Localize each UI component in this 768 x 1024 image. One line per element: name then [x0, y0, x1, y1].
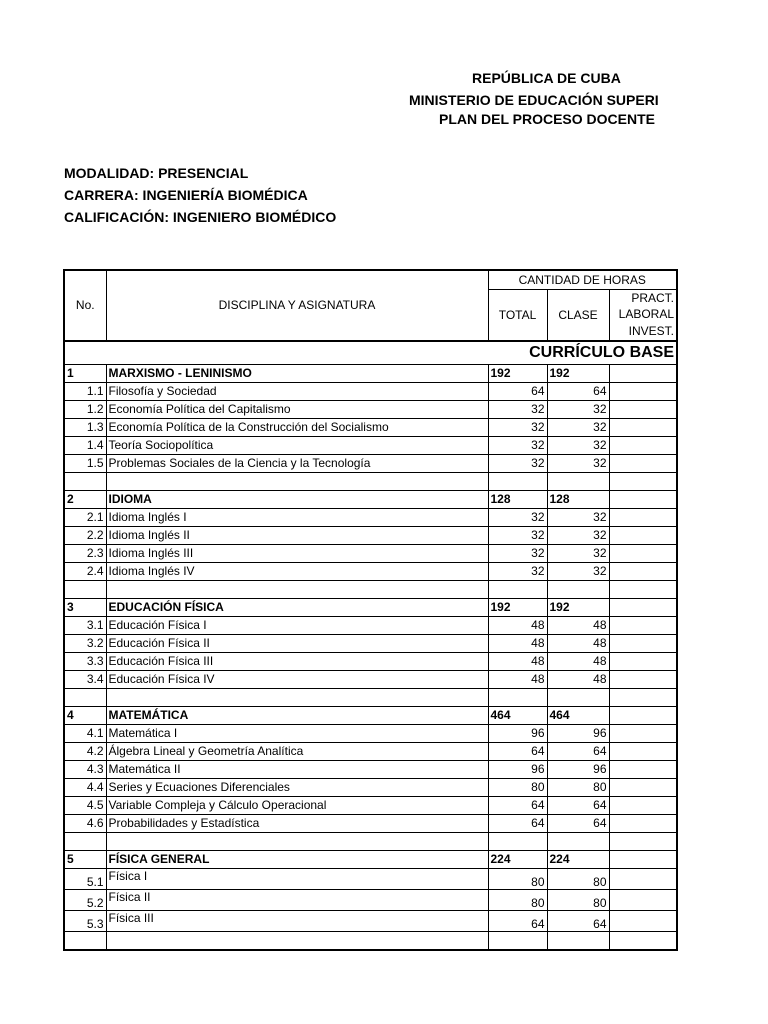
subject-class-hours: 48: [547, 617, 609, 635]
subject-number: 1.5: [64, 455, 106, 473]
discipline-pract-hours: [609, 365, 677, 383]
subject-row: [64, 563, 677, 581]
subject-pract-hours: [609, 635, 677, 653]
subject-number: 1.4: [64, 437, 106, 455]
subject-pract-hours: [609, 743, 677, 761]
discipline-row: [64, 491, 677, 509]
subject-class-hours: 48: [547, 653, 609, 671]
subject-pract-hours: [609, 545, 677, 563]
subject-class-hours: 96: [547, 725, 609, 743]
spacer-cell: [64, 833, 106, 851]
subject-pract-hours: [609, 455, 677, 473]
subject-row: [64, 509, 677, 527]
spacer-row: [64, 833, 677, 851]
subject-class-hours: 32: [547, 509, 609, 527]
subject-number: 3.1: [64, 617, 106, 635]
discipline-total-hours: 128: [488, 491, 547, 509]
subject-number: 4.2: [64, 743, 106, 761]
subject-class-hours: 80: [547, 779, 609, 797]
subject-total-hours: 32: [488, 437, 547, 455]
subject-number: 5.2: [64, 890, 106, 911]
subject-pract-hours: [609, 527, 677, 545]
subject-pract-hours: [609, 725, 677, 743]
spacer-cell: [488, 932, 547, 951]
discipline-class-hours: 192: [547, 365, 609, 383]
subject-total-hours: 80: [488, 869, 547, 890]
spacer-cell: [609, 581, 677, 599]
subject-class-hours: 64: [547, 911, 609, 932]
subject-row: [64, 383, 677, 401]
subject-pract-hours: [609, 563, 677, 581]
discipline-name: MARXISMO - LENINISMO: [106, 365, 488, 383]
subject-name: Problemas Sociales de la Ciencia y la Tecnología: [106, 455, 488, 473]
header-republica: REPÚBLICA DE CUBA: [472, 70, 621, 86]
subject-pract-hours: [609, 890, 677, 911]
subject-name: Educación Física IV: [106, 671, 488, 689]
subject-total-hours: 32: [488, 563, 547, 581]
subject-row: [64, 779, 677, 797]
subject-total-hours: 96: [488, 725, 547, 743]
discipline-total-hours: 192: [488, 365, 547, 383]
spacer-cell: [488, 473, 547, 491]
subject-pract-hours: [609, 653, 677, 671]
subject-number: 5.3: [64, 911, 106, 932]
subject-name: Educación Física III: [106, 653, 488, 671]
subject-name: Física I: [106, 869, 488, 890]
discipline-class-hours: 128: [547, 491, 609, 509]
header-plan: PLAN DEL PROCESO DOCENTE: [439, 111, 655, 127]
subject-row: [64, 545, 677, 563]
subject-class-hours: 32: [547, 527, 609, 545]
header-ministerio: MINISTERIO DE EDUCACIÓN SUPERI: [409, 92, 659, 108]
discipline-row: [64, 599, 677, 617]
discipline-total-hours: 224: [488, 851, 547, 869]
discipline-name: MATEMÁTICA: [106, 707, 488, 725]
spacer-cell: [64, 932, 106, 951]
table-header-row-1: [64, 270, 677, 290]
discipline-number: 2: [64, 491, 106, 509]
subject-name: Educación Física II: [106, 635, 488, 653]
discipline-total-hours: 192: [488, 599, 547, 617]
subject-total-hours: 32: [488, 509, 547, 527]
calificacion-label: CALIFICACIÓN: INGENIERO BIOMÉDICO: [64, 209, 337, 225]
subject-row: [64, 797, 677, 815]
discipline-name: EDUCACIÓN FÍSICA: [106, 599, 488, 617]
spacer-cell: [547, 932, 609, 951]
modalidad-label: MODALIDAD: PRESENCIAL: [64, 165, 249, 181]
subject-class-hours: 48: [547, 671, 609, 689]
subject-total-hours: 32: [488, 545, 547, 563]
subject-name: Variable Compleja y Cálculo Operacional: [106, 797, 488, 815]
discipline-number: 5: [64, 851, 106, 869]
spacer-cell: [64, 689, 106, 707]
subject-total-hours: 48: [488, 671, 547, 689]
spacer-cell: [106, 581, 488, 599]
subject-class-hours: 96: [547, 761, 609, 779]
subject-number: 4.5: [64, 797, 106, 815]
subject-class-hours: 32: [547, 455, 609, 473]
subject-name: Física III: [106, 911, 488, 932]
carrera-label: CARRERA: INGENIERÍA BIOMÉDICA: [64, 187, 308, 203]
subject-number: 5.1: [64, 869, 106, 890]
subject-total-hours: 64: [488, 383, 547, 401]
spacer-row: [64, 581, 677, 599]
spacer-cell: [488, 833, 547, 851]
subject-total-hours: 48: [488, 617, 547, 635]
subject-number: 4.6: [64, 815, 106, 833]
subject-name: Idioma Inglés IV: [106, 563, 488, 581]
subject-class-hours: 32: [547, 563, 609, 581]
subject-total-hours: 32: [488, 455, 547, 473]
subject-number: 3.4: [64, 671, 106, 689]
subject-name: Física II: [106, 890, 488, 911]
spacer-cell: [609, 932, 677, 951]
subject-row: [64, 401, 677, 419]
column-header-hours-group: CANTIDAD DE HORAS: [488, 270, 677, 290]
subject-pract-hours: [609, 617, 677, 635]
subject-class-hours: 32: [547, 419, 609, 437]
subject-class-hours: 48: [547, 635, 609, 653]
subject-pract-hours: [609, 383, 677, 401]
spacer-cell: [609, 689, 677, 707]
spacer-row: [64, 932, 677, 951]
subject-total-hours: 32: [488, 527, 547, 545]
subject-total-hours: 32: [488, 401, 547, 419]
subject-row: [64, 761, 677, 779]
spacer-cell: [547, 689, 609, 707]
spacer-cell: [547, 473, 609, 491]
discipline-name: IDIOMA: [106, 491, 488, 509]
subject-row: [64, 671, 677, 689]
subject-row: [64, 743, 677, 761]
subject-row: [64, 725, 677, 743]
subject-total-hours: 64: [488, 743, 547, 761]
subject-class-hours: 32: [547, 545, 609, 563]
subject-pract-hours: [609, 671, 677, 689]
column-header-total: TOTAL: [488, 290, 547, 342]
section-title: CURRÍCULO BASE: [64, 341, 677, 365]
subject-total-hours: 48: [488, 653, 547, 671]
spacer-row: [64, 473, 677, 491]
spacer-cell: [106, 473, 488, 491]
subject-name: Probabilidades y Estadística: [106, 815, 488, 833]
spacer-cell: [609, 473, 677, 491]
column-header-no: No.: [64, 270, 106, 341]
subject-pract-hours: [609, 911, 677, 932]
discipline-class-hours: 464: [547, 707, 609, 725]
column-header-laboral: LABORAL: [609, 306, 677, 323]
discipline-pract-hours: [609, 851, 677, 869]
subject-class-hours: 64: [547, 797, 609, 815]
subject-number: 2.3: [64, 545, 106, 563]
discipline-total-hours: 464: [488, 707, 547, 725]
subject-pract-hours: [609, 869, 677, 890]
subject-class-hours: 32: [547, 401, 609, 419]
subject-row: [64, 455, 677, 473]
subject-name: Idioma Inglés II: [106, 527, 488, 545]
subject-number: 1.1: [64, 383, 106, 401]
spacer-cell: [106, 833, 488, 851]
subject-total-hours: 80: [488, 779, 547, 797]
subject-row: [64, 419, 677, 437]
discipline-name: FÍSICA GENERAL: [106, 851, 488, 869]
subject-name: Idioma Inglés III: [106, 545, 488, 563]
subject-total-hours: 32: [488, 419, 547, 437]
column-header-clase: CLASE: [547, 290, 609, 342]
subject-name: Filosofía y Sociedad: [106, 383, 488, 401]
column-header-invest: INVEST.: [609, 323, 677, 341]
subject-pract-hours: [609, 419, 677, 437]
subject-number: 2.4: [64, 563, 106, 581]
discipline-class-hours: 224: [547, 851, 609, 869]
subject-number: 4.1: [64, 725, 106, 743]
spacer-cell: [609, 833, 677, 851]
spacer-cell: [547, 833, 609, 851]
subject-name: Matemática I: [106, 725, 488, 743]
discipline-class-hours: 192: [547, 599, 609, 617]
subject-number: 2.1: [64, 509, 106, 527]
spacer-cell: [106, 932, 488, 951]
discipline-pract-hours: [609, 491, 677, 509]
subject-number: 1.2: [64, 401, 106, 419]
subject-total-hours: 96: [488, 761, 547, 779]
subject-name: Series y Ecuaciones Diferenciales: [106, 779, 488, 797]
subject-name: Idioma Inglés I: [106, 509, 488, 527]
subject-class-hours: 64: [547, 743, 609, 761]
column-header-discipline: DISCIPLINA Y ASIGNATURA: [106, 270, 488, 341]
subject-pract-hours: [609, 761, 677, 779]
discipline-pract-hours: [609, 707, 677, 725]
subject-class-hours: 32: [547, 437, 609, 455]
subject-pract-hours: [609, 437, 677, 455]
discipline-number: 4: [64, 707, 106, 725]
subject-number: 1.3: [64, 419, 106, 437]
subject-row: [64, 617, 677, 635]
subject-pract-hours: [609, 797, 677, 815]
spacer-cell: [488, 581, 547, 599]
discipline-row: [64, 365, 677, 383]
subject-row: [64, 869, 677, 890]
subject-row: [64, 437, 677, 455]
subject-pract-hours: [609, 509, 677, 527]
subject-name: Matemática II: [106, 761, 488, 779]
subject-total-hours: 64: [488, 797, 547, 815]
spacer-row: [64, 689, 677, 707]
subject-number: 2.2: [64, 527, 106, 545]
subject-row: [64, 653, 677, 671]
subject-number: 3.3: [64, 653, 106, 671]
subject-total-hours: 64: [488, 911, 547, 932]
subject-number: 4.4: [64, 779, 106, 797]
subject-row: [64, 527, 677, 545]
spacer-cell: [547, 581, 609, 599]
subject-row: [64, 911, 677, 932]
curriculum-table: [63, 269, 678, 951]
discipline-number: 1: [64, 365, 106, 383]
subject-name: Economía Política del Capitalismo: [106, 401, 488, 419]
discipline-row: [64, 851, 677, 869]
subject-row: [64, 815, 677, 833]
subject-row: [64, 635, 677, 653]
subject-class-hours: 80: [547, 890, 609, 911]
subject-class-hours: 64: [547, 383, 609, 401]
column-header-pract: PRACT.: [609, 290, 677, 307]
subject-number: 4.3: [64, 761, 106, 779]
subject-pract-hours: [609, 779, 677, 797]
subject-row: [64, 890, 677, 911]
discipline-row: [64, 707, 677, 725]
subject-total-hours: 48: [488, 635, 547, 653]
discipline-pract-hours: [609, 599, 677, 617]
discipline-number: 3: [64, 599, 106, 617]
subject-pract-hours: [609, 401, 677, 419]
subject-total-hours: 80: [488, 890, 547, 911]
subject-name: Álgebra Lineal y Geometría Analítica: [106, 743, 488, 761]
spacer-cell: [106, 689, 488, 707]
subject-name: Economía Política de la Construcción del Socialismo: [106, 419, 488, 437]
spacer-cell: [64, 473, 106, 491]
subject-total-hours: 64: [488, 815, 547, 833]
subject-class-hours: 64: [547, 815, 609, 833]
spacer-cell: [64, 581, 106, 599]
subject-name: Teoría Sociopolítica: [106, 437, 488, 455]
subject-pract-hours: [609, 815, 677, 833]
subject-name: Educación Física I: [106, 617, 488, 635]
subject-class-hours: 80: [547, 869, 609, 890]
spacer-cell: [488, 689, 547, 707]
subject-number: 3.2: [64, 635, 106, 653]
section-row: [64, 341, 677, 365]
